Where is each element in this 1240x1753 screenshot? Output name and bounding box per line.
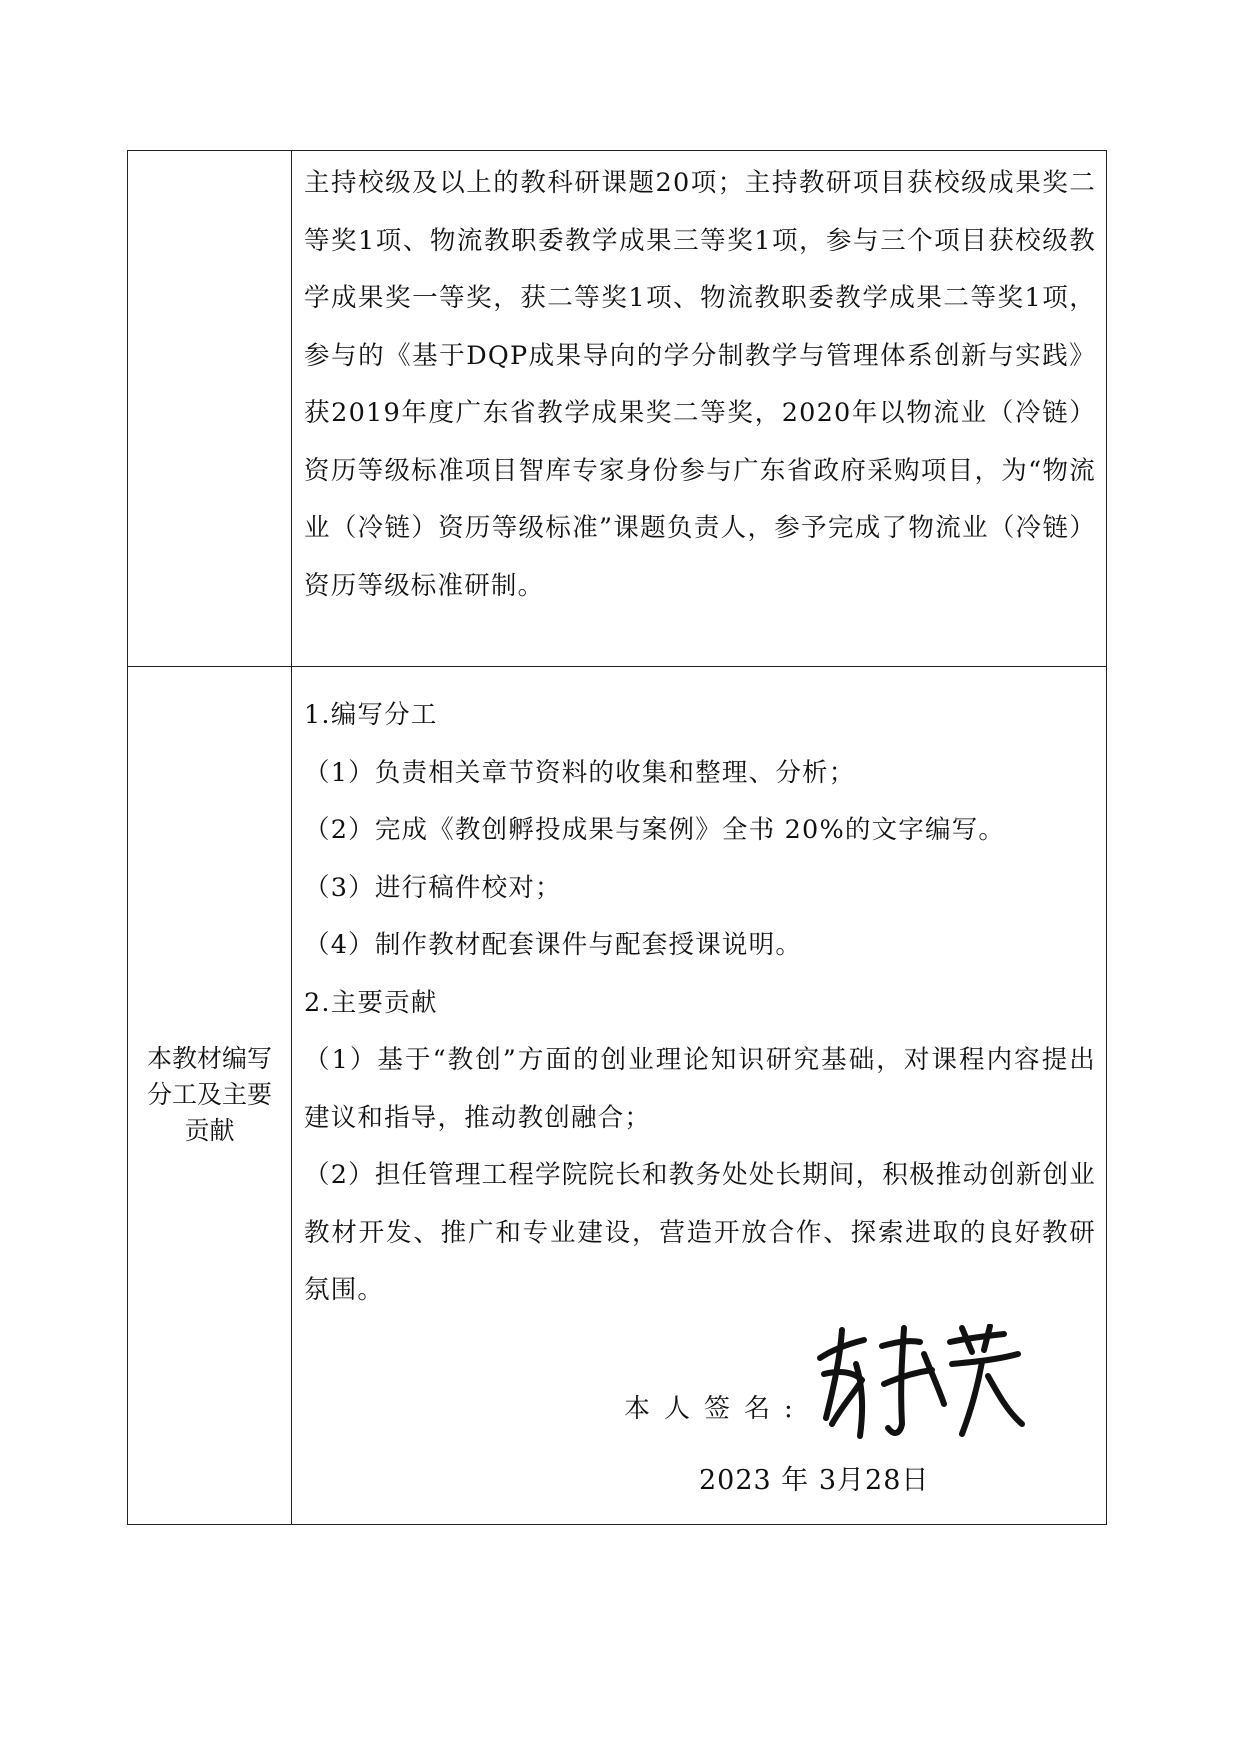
contribution-content-cell (292, 667, 1107, 1525)
duty-item: （3）进行稿件校对； (304, 872, 562, 903)
signature-date: 2023 年 3月28日 (699, 1464, 930, 1496)
signature-block (304, 1324, 1096, 1524)
contribution-label: 本教材编写分工及主要贡献 (146, 1044, 272, 1146)
duty-item: （2）完成《教创孵投成果与案例》全书 20%的文字编写。 (304, 815, 1006, 845)
research-label-cell (128, 151, 292, 667)
research-paragraph: 主持校级及以上的教科研课题20项；主持教研项目获校级成果奖二等奖1项、物流教职委教学成果三等奖1项，参与三个项目获校级教学成果奖一等奖，获二等奖1项、物流教职委教学成果二等奖1项，参与的《基于DQP成果导向的学分制教学与管理体系创新与实践》获2019年度广东省教学成果奖二等奖，2020年以物流业（冷链）资历等级标准项目智库专家身份参与广东省政府采购项目，为“物流业（冷链）资历等级标准”课题负责人，参予完成了物流业（冷链）资历等级标准研制。 (304, 168, 1096, 601)
duty-item: （4）制作教材配套课件与配套授课说明。 (304, 930, 803, 960)
section-heading-division: 1.编写分工 (304, 700, 438, 730)
research-row (128, 151, 1107, 667)
contribution-content (292, 667, 1106, 1524)
signature-label: 本人签名: (624, 1393, 807, 1424)
handwritten-signature (812, 1324, 1030, 1454)
contribution-label-cell (128, 667, 292, 1525)
duty-item: （1）负责相关章节资料的收集和整理、分析； (304, 757, 856, 788)
form-table (127, 150, 1107, 1525)
contribution-item: （2）担任管理工程学院院长和教务处处长期间，积极推动创新创业教材开发、推广和专业建设，营造开放合作、探索进取的良好教研氛围。 (304, 1160, 1096, 1305)
research-content-cell (292, 151, 1107, 667)
contribution-item: （1）基于“教创”方面的创业理论知识研究基础，对课程内容提出建议和指导，推动教创融合； (304, 1045, 1096, 1133)
contribution-row (128, 667, 1107, 1525)
section-heading-contribution: 2.主要贡献 (304, 987, 438, 1018)
